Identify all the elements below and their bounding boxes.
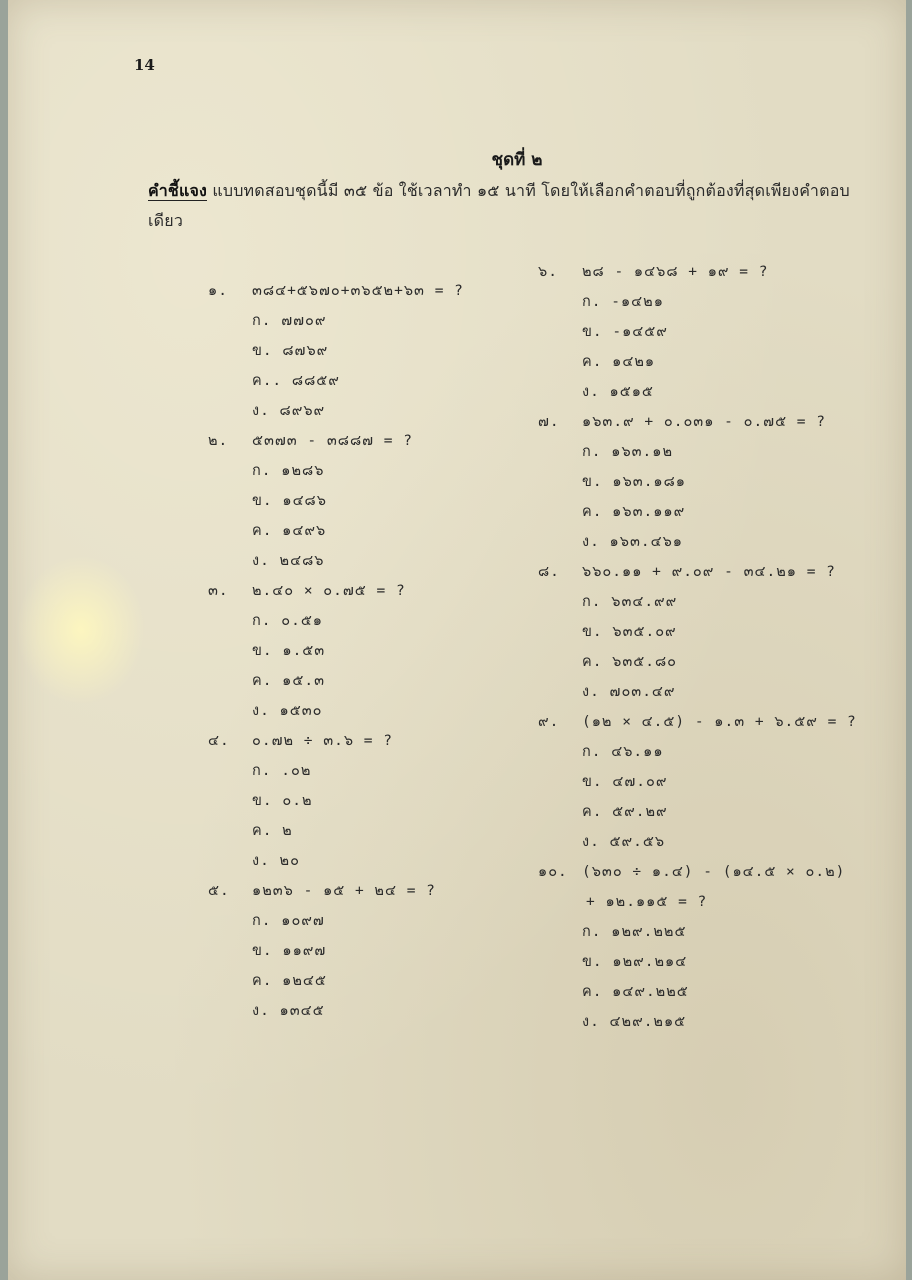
option: ค. ๖๓๕.๘๐ xyxy=(582,654,678,670)
option: ข. ๔๗.๐๙ xyxy=(582,774,668,790)
set-title: ชุดที่ ๒ xyxy=(491,150,543,170)
question-number: ๑๐. xyxy=(538,864,568,880)
option: ข. ๑๒๙.๒๑๔ xyxy=(582,954,688,970)
document-page xyxy=(8,0,906,1280)
option: ง. ๘๙๖๙ xyxy=(252,403,326,419)
question-text: ๒๘ - ๑๔๖๘ + ๑๙ = ? xyxy=(582,264,769,280)
instructions-label: คำชี้แจง xyxy=(148,181,208,200)
question-number: ๖. xyxy=(538,264,558,280)
option: ง. ๒๔๘๖ xyxy=(252,553,325,569)
option: ก. ๔๖.๑๑ xyxy=(582,744,664,760)
option: ง. ๑๕๓๐ xyxy=(252,703,323,719)
question-text: ๓๘๔+๕๖๗๐+๓๖๕๒+๖๓ = ? xyxy=(252,283,464,299)
option: ง. ๕๙.๕๖ xyxy=(582,834,666,850)
option: ง. ๒๐ xyxy=(252,853,300,869)
option: ข. ๑๑๙๗ xyxy=(252,943,327,959)
option: ง. ๔๒๙.๒๑๕ xyxy=(582,1014,687,1030)
question-8 xyxy=(538,557,898,707)
question-text: ๕๓๗๓ - ๓๘๘๗ = ? xyxy=(252,433,413,449)
question-number: ๙. xyxy=(538,714,560,730)
option: ค.. ๘๘๕๙ xyxy=(252,373,340,389)
option: ค. ๑๔๙๖ xyxy=(252,523,327,539)
option: ง. ๑๕๑๕ xyxy=(582,384,654,400)
question-10 xyxy=(538,857,898,1037)
option: ค. ๑๔๙.๒๒๕ xyxy=(582,984,689,1000)
option: ค. ๑๔๒๑ xyxy=(582,354,656,370)
question-1 xyxy=(208,276,528,426)
question-column-left xyxy=(208,276,528,1026)
question-text: ๑๖๓.๙ + ๐.๐๓๑ - ๐.๗๕ = ? xyxy=(582,414,826,430)
question-text: (๖๓๐ ÷ ๑.๔) - (๑๔.๕ × ๐.๒) xyxy=(582,864,846,880)
option: ง. ๑๓๔๕ xyxy=(252,1003,325,1019)
question-number: ๕. xyxy=(208,883,230,899)
option: ข. ๘๗๖๙ xyxy=(252,343,329,359)
option: ข. ๑.๕๓ xyxy=(252,643,326,659)
page-number: 14 xyxy=(134,56,155,74)
question-7 xyxy=(538,407,898,557)
option: ก. ๖๓๔.๙๙ xyxy=(582,594,678,610)
option: ก. ๐.๕๑ xyxy=(252,613,323,629)
question-3 xyxy=(208,576,528,726)
option: ค. ๑๒๔๕ xyxy=(252,973,327,989)
question-text: ๐.๗๒ ÷ ๓.๖ = ? xyxy=(252,733,393,749)
option: ค. ๕๙.๒๙ xyxy=(582,804,668,820)
question-column-right xyxy=(538,257,898,1037)
question-number: ๔. xyxy=(208,733,230,749)
question-text: ๒.๔๐ × ๐.๗๕ = ? xyxy=(252,583,406,599)
option: ค. ๑๕.๓ xyxy=(252,673,325,689)
option: ก. ๑๐๙๗ xyxy=(252,913,325,929)
option: ง. ๗๐๓.๔๙ xyxy=(582,684,676,700)
question-5 xyxy=(208,876,528,1026)
option: ก. ๗๗๐๙ xyxy=(252,313,327,329)
question-number: ๒. xyxy=(208,433,229,449)
option: ค. ๒ xyxy=(252,823,293,839)
option: ข. ๑๔๘๖ xyxy=(252,493,327,509)
instructions-text: แบบทดสอบชุดนี้มี ๓๕ ข้อ ใช้เวลาทำ ๑๕ นาที โดยให้เลือกคำตอบที่ถูกต้องที่สุดเพียงคำตอบเดียว xyxy=(148,181,850,230)
option: ค. ๑๖๓.๑๑๙ xyxy=(582,504,686,520)
question-6 xyxy=(538,257,898,407)
instructions xyxy=(148,176,878,236)
question-text-continued: + ๑๒.๑๑๕ = ? xyxy=(586,894,708,910)
option: ข. ๑๖๓.๑๘๑ xyxy=(582,474,687,490)
question-number: ๘. xyxy=(538,564,560,580)
option: ก. .๐๒ xyxy=(252,763,312,779)
question-text: ๖๖๐.๑๑ + ๙.๐๙ - ๓๔.๒๑ = ? xyxy=(582,564,836,580)
paper-stain xyxy=(16,555,146,705)
question-number: ๓. xyxy=(208,583,229,599)
option: ง. ๑๖๓.๔๖๑ xyxy=(582,534,683,550)
question-9 xyxy=(538,707,898,857)
question-number: ๗. xyxy=(538,414,560,430)
option: ก. -๑๔๒๑ xyxy=(582,294,664,310)
question-2 xyxy=(208,426,528,576)
option: ข. ๐.๒ xyxy=(252,793,313,809)
option: ข. -๑๔๕๙ xyxy=(582,324,668,340)
option: ก. ๑๒๘๖ xyxy=(252,463,325,479)
option: ก. ๑๒๙.๒๒๕ xyxy=(582,924,687,940)
question-4 xyxy=(208,726,528,876)
question-text: ๑๒๓๖ - ๑๕ + ๒๔ = ? xyxy=(252,883,436,899)
option: ข. ๖๓๕.๐๙ xyxy=(582,624,677,640)
question-number: ๑. xyxy=(208,283,228,299)
option: ก. ๑๖๓.๑๒ xyxy=(582,444,674,460)
question-text: (๑๒ × ๔.๕) - ๑.๓ + ๖.๕๙ = ? xyxy=(582,714,857,730)
